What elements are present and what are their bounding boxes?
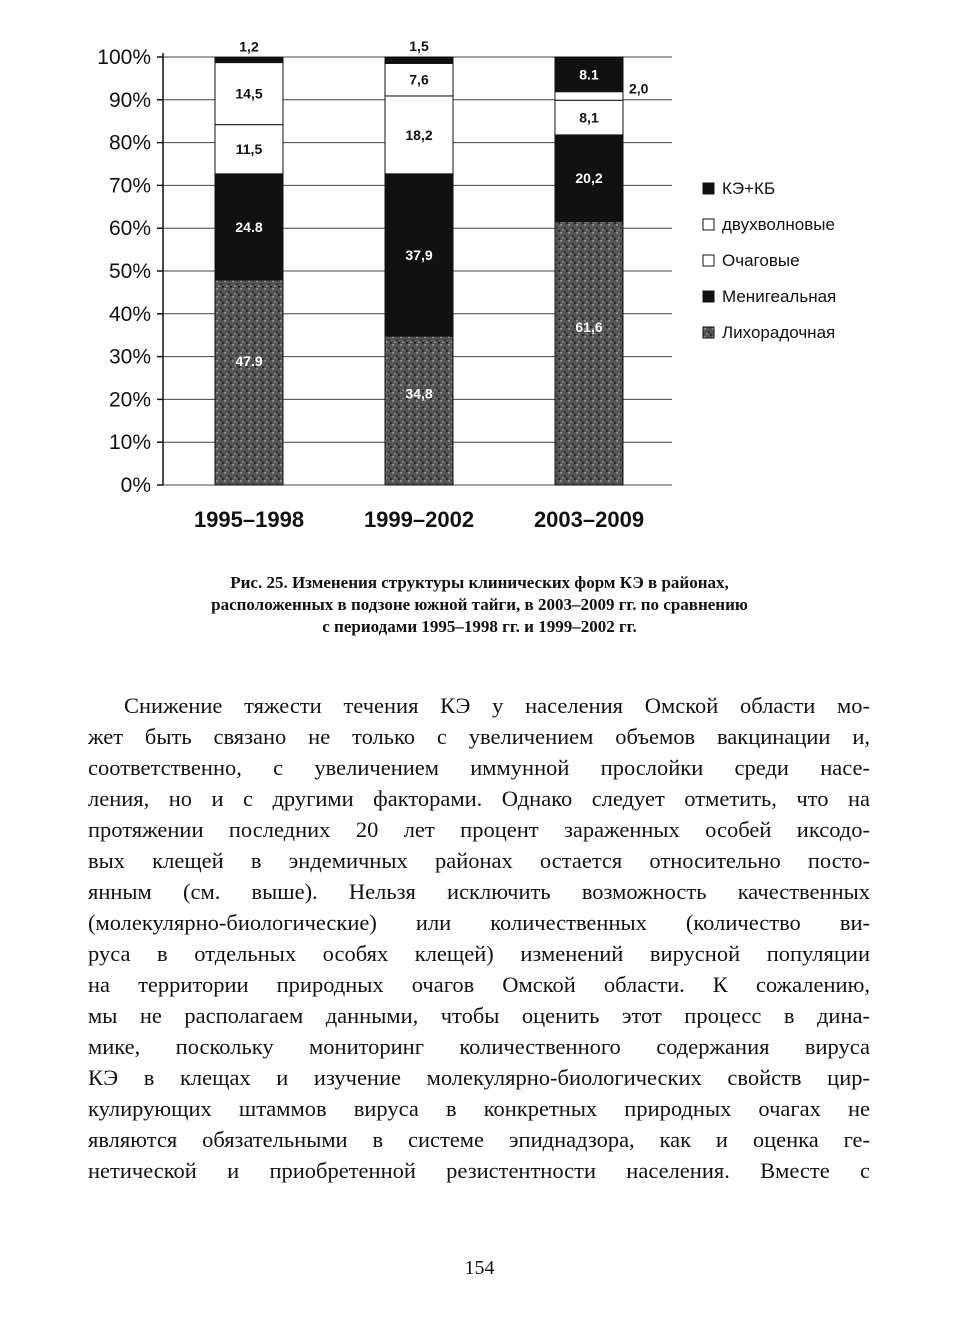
data-label: 11,5 <box>235 141 263 158</box>
caption-line: Рис. 25. Изменения структуры клинических форм КЭ в районах, <box>230 573 729 592</box>
y-tick-label: 10% <box>108 431 151 455</box>
data-label: 24.8 <box>235 218 263 235</box>
y-tick-label: 50% <box>108 260 151 283</box>
legend-swatch <box>703 219 714 230</box>
caption-line: расположенных в подзоне южной тайги, в 2003–2009 гг. по сравнению <box>211 595 748 614</box>
bar-segment <box>215 280 283 485</box>
data-label: 37,9 <box>405 246 433 263</box>
body-line: являются обязательными в системе эпиднадзора, как и оценка ге- <box>88 1127 870 1152</box>
data-label: 61,6 <box>575 319 603 336</box>
body-line: Снижение тяжести течения КЭ у населения Омской области мо- <box>124 693 870 718</box>
legend-label: КЭ+КБ <box>722 179 776 198</box>
body-line: кулирующих штаммов вируса в конкретных природных очагах не <box>88 1096 870 1121</box>
legend <box>703 179 836 342</box>
data-label: 7,6 <box>409 71 429 88</box>
y-axis <box>97 46 163 497</box>
legend-swatch <box>703 291 714 302</box>
page-number: 154 <box>464 1257 495 1279</box>
x-axis-labels <box>194 507 644 532</box>
data-label: 1,5 <box>409 38 429 54</box>
data-label: 8.1 <box>579 66 599 83</box>
body-line: нетической и приобретенной резистентности населения. Вместе с <box>88 1158 870 1183</box>
data-label: 18,2 <box>405 126 433 143</box>
figure-caption <box>100 572 859 638</box>
y-tick-label: 20% <box>108 388 151 412</box>
y-tick-label: 80% <box>108 131 151 155</box>
data-label: 47.9 <box>235 353 263 370</box>
body-line: вых клещей в эндемичных районах остается относительно посто- <box>88 848 870 873</box>
data-label: 8,1 <box>579 109 599 126</box>
body-line: соответственно, с увеличением иммунной прослойки среди насе- <box>88 755 870 780</box>
body-line: КЭ в клещах и изучение молекулярно-биологических свойств цир- <box>88 1065 870 1090</box>
data-label: 2,0 <box>629 80 649 97</box>
bar-segment <box>385 57 453 63</box>
body-line: протяжении последних 20 лет процент зараженных особей иксодо- <box>88 817 870 842</box>
body-line: на территории природных очагов Омской области. К сожалению, <box>88 972 870 997</box>
legend-label: Лихорадочная <box>722 323 836 342</box>
body-line: мы не располагаем данными, чтобы оценить этот процесс в дина- <box>88 1003 870 1028</box>
x-tick-label: 1995–1998 <box>193 507 305 532</box>
y-tick-label: 60% <box>108 217 151 241</box>
body-line: руса в отдельных особях клещей) изменений вирусной популяции <box>88 941 870 966</box>
y-tick-label: 70% <box>108 174 151 198</box>
bars <box>215 57 623 485</box>
data-label: 14,5 <box>235 85 263 102</box>
y-tick-label: 0% <box>120 474 151 497</box>
bar-segment <box>555 92 623 101</box>
bar-segment <box>555 221 623 485</box>
body-line: ления, но и с другими факторами. Однако следует отметить, что на <box>88 786 870 811</box>
x-tick-label: 2003–2009 <box>533 507 645 532</box>
bar-segment <box>215 57 283 62</box>
data-label: 20,2 <box>575 170 603 187</box>
legend-label: Менигеальная <box>722 287 837 306</box>
legend-swatch <box>703 327 714 338</box>
legend-swatch <box>703 183 714 194</box>
y-tick-label: 40% <box>108 302 151 326</box>
stacked-bar-chart <box>0 0 959 560</box>
data-label: 34,8 <box>405 385 433 402</box>
body-line: жет быть связано не только с увеличением объемов вакцинации и, <box>88 724 870 749</box>
y-tick-label: 30% <box>108 345 151 369</box>
body-line: (молекулярно-биологические) или количественных (количество ви- <box>88 910 870 935</box>
body-line: янным (см. выше). Нельзя исключить возможность качественных <box>88 879 870 904</box>
legend-swatch <box>703 255 714 266</box>
bar-segment <box>385 336 453 485</box>
caption-line: с периодами 1995–1998 гг. и 1999–2002 гг. <box>322 617 637 636</box>
legend-label: Очаговые <box>722 251 800 270</box>
data-label: 1,2 <box>239 38 259 55</box>
legend-label: двухволновые <box>722 215 835 234</box>
body-line: мике, поскольку мониторинг количественного содержания вируса <box>88 1034 870 1059</box>
body-paragraph <box>88 690 870 1186</box>
x-tick-label: 1999–2002 <box>363 507 475 532</box>
y-tick-label: 100% <box>97 46 151 69</box>
y-tick-label: 90% <box>108 88 151 112</box>
